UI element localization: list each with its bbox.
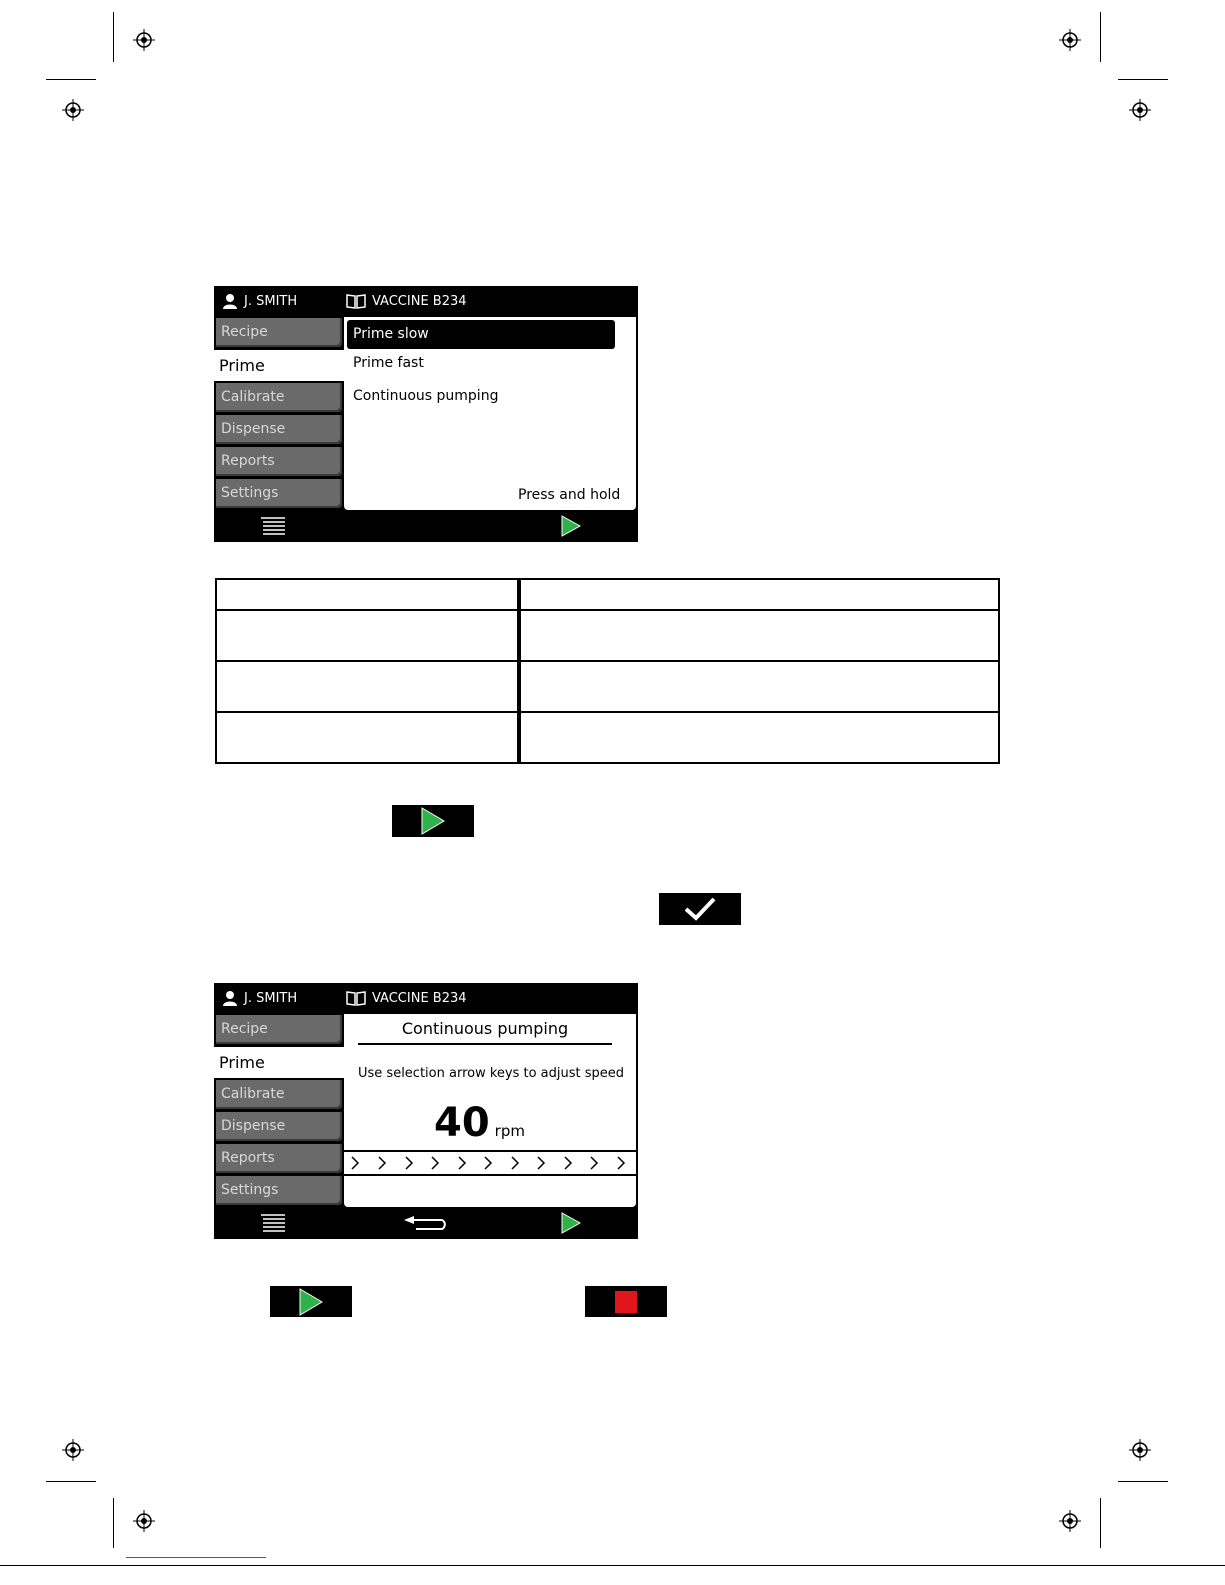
recipe-name: VACCINE B234 (372, 293, 467, 309)
play-icon[interactable] (561, 515, 581, 537)
check-icon (682, 896, 718, 922)
stop-icon (615, 1291, 637, 1313)
menu-item-prime-fast[interactable]: Prime fast (353, 355, 424, 371)
tab-prime[interactable]: Prime (214, 1047, 346, 1078)
user-icon (222, 293, 238, 309)
table-row (216, 712, 999, 763)
status-bar (214, 983, 638, 1014)
hint-text: Press and hold (518, 487, 621, 503)
tab-recipe[interactable]: Recipe (216, 318, 342, 347)
tab-calibrate[interactable]: Calibrate (216, 1080, 342, 1109)
soft-key-bar (214, 512, 638, 542)
registration-mark-icon (133, 29, 155, 51)
tab-settings[interactable]: Settings (216, 479, 342, 508)
tab-calibrate[interactable]: Calibrate (216, 383, 342, 412)
stop-button[interactable] (585, 1286, 667, 1317)
menu-icon[interactable] (261, 516, 285, 536)
user-indicator (222, 990, 297, 1006)
registration-mark-icon (1129, 1439, 1151, 1461)
progress-chevron-bar (344, 1150, 636, 1176)
speed-unit: rpm (494, 1122, 525, 1140)
recipe-indicator (346, 990, 467, 1006)
recipe-name: VACCINE B234 (372, 990, 467, 1006)
continuous-pumping-screen (214, 983, 638, 1239)
play-icon[interactable] (561, 1212, 581, 1234)
status-bar (214, 286, 638, 317)
user-name: J. SMITH (244, 990, 298, 1006)
tab-reports[interactable]: Reports (216, 447, 342, 476)
tab-dispense[interactable]: Dispense (216, 1112, 342, 1141)
menu-item-prime-slow[interactable]: Prime slow (347, 320, 615, 349)
tab-reports[interactable]: Reports (216, 1144, 342, 1173)
user-indicator (222, 293, 297, 309)
prime-menu-screen (214, 286, 638, 542)
confirm-button[interactable] (659, 893, 741, 925)
table-row (216, 610, 999, 661)
registration-mark-icon (1059, 29, 1081, 51)
registration-mark-icon (1059, 1510, 1081, 1532)
speed-readout (434, 1100, 525, 1146)
instruction-text: Use selection arrow keys to adjust speed (358, 1066, 625, 1081)
menu-panel (344, 317, 636, 510)
pumping-panel (344, 1014, 636, 1207)
panel-title: Continuous pumping (358, 1019, 612, 1045)
start-button[interactable] (270, 1286, 352, 1317)
registration-mark-icon (62, 99, 84, 121)
play-icon (298, 1288, 324, 1316)
tab-prime[interactable]: Prime (214, 350, 346, 381)
back-icon[interactable] (404, 1215, 448, 1231)
book-icon (346, 990, 366, 1006)
table-row (216, 579, 999, 610)
speed-value: 40 (434, 1100, 490, 1146)
play-icon (420, 807, 446, 835)
recipe-indicator (346, 293, 467, 309)
user-name: J. SMITH (244, 293, 298, 309)
options-table (215, 578, 1000, 764)
registration-mark-icon (1129, 99, 1151, 121)
tab-recipe[interactable]: Recipe (216, 1015, 342, 1044)
registration-mark-icon (62, 1439, 84, 1461)
menu-icon[interactable] (261, 1213, 285, 1233)
tab-settings[interactable]: Settings (216, 1176, 342, 1205)
table-row (216, 661, 999, 712)
book-icon (346, 293, 366, 309)
soft-key-bar (214, 1209, 638, 1239)
registration-mark-icon (133, 1510, 155, 1532)
play-button[interactable] (392, 805, 474, 837)
user-icon (222, 990, 238, 1006)
tab-dispense[interactable]: Dispense (216, 415, 342, 444)
menu-item-continuous-pumping[interactable]: Continuous pumping (353, 388, 499, 404)
